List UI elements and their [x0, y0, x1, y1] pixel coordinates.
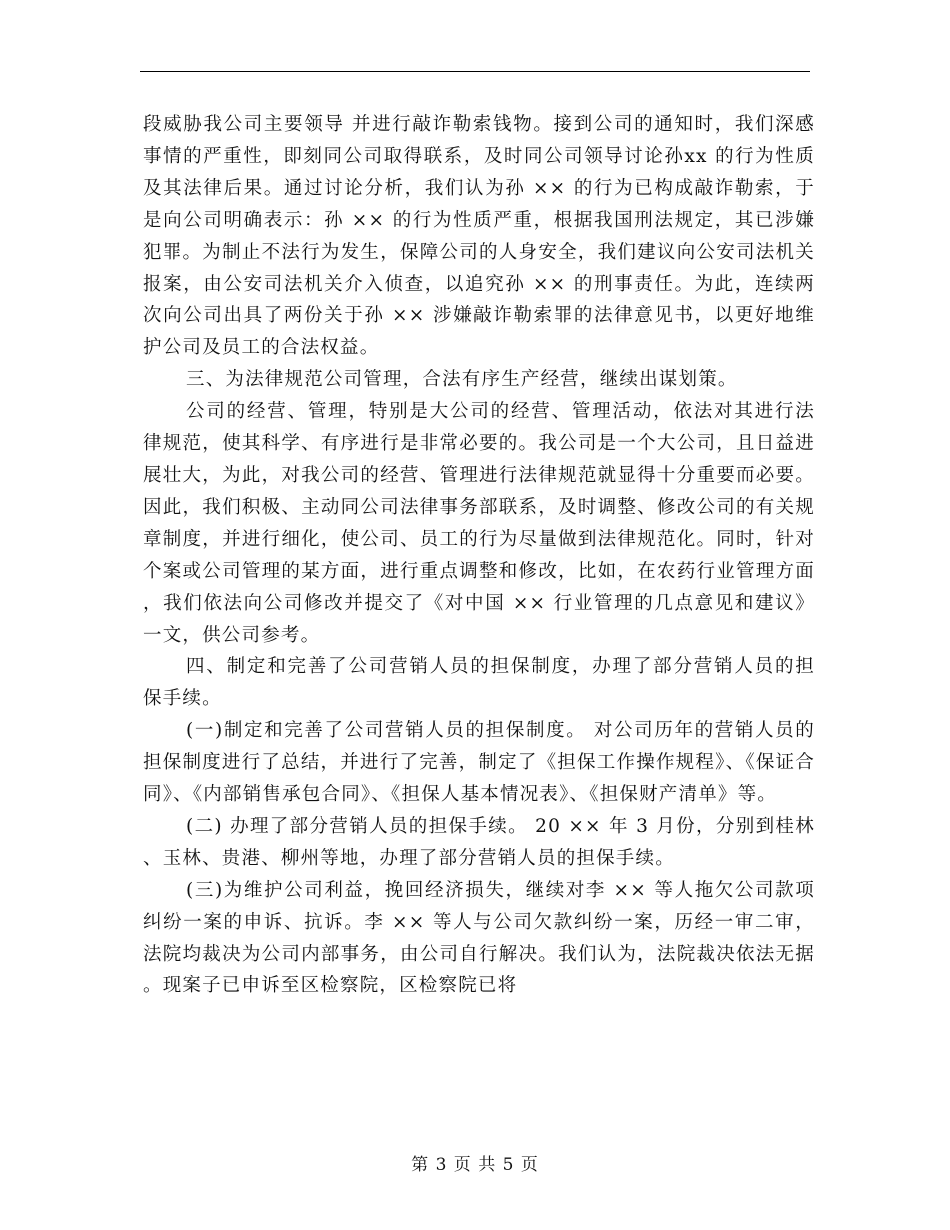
paragraph-5: (一)制定和完善了公司营销人员的担保制度。 对公司历年的营销人员的担保制度进行了总结，并进行了完善，制定了《担保工作操作规程》、《保证合同》、《内部销售承包合同》、《担保人基本情况表》、《担保财产清单》等。: [143, 720, 815, 806]
paragraph-1: 段威胁我公司主要领导 并进行敲诈勒索钱物。接到公司的通知时，我们深感事情的严重性，即刻同公司取得联系，及时同公司领导讨论孙xx 的行为性质及其法律后果。通过讨论分析，我们认为孙 ×× 的行为已构成敲诈勒索，于是向公司明确表示：孙 ×× 的行为性质严重，根据我国刑法规定，其已涉嫌犯罪。为制止不法行为发生，保障公司的人身安全，我们建议向公安司法机关报案，由公安司法机关介入侦查，以追究孙 ×× 的刑事责任。为此，连续两次向公司出具了两份关于孙 ×× 涉嫌敲诈勒索罪的法律意见书，以更好地维护公司及员工的合法权益。: [143, 114, 815, 359]
paragraph-3: 公司的经营、管理，特别是大公司的经营、管理活动，依法对其进行法律规范，使其科学、有序进行是非常必要的。我公司是一个大公司，且日益进展壮大，为此，对我公司的经营、管理进行法律规范就显得十分重要而必要。因此，我们积极、主动同公司法律事务部联系，及时调整、修改公司的有关规章制度，并进行细化，使公司、员工的行为尽量做到法律规范化。同时，针对个案或公司管理的某方面，进行重点调整和修改，比如，在农药行业管理方面，我们依法向公司修改并提交了《对中国 ×× 行业管理的几点意见和建议》一文，供公司参考。: [143, 401, 815, 646]
header-rule: [140, 71, 810, 72]
paragraph-7: (三)为维护公司利益，挽回经济损失，继续对李 ×× 等人拖欠公司款项纠纷一案的申诉、抗诉。李 ×× 等人与公司欠款纠纷一案，历经一审二审，法院均裁决为公司内部事务，由公司自行解决。我们认为，法院裁决依法无据。现案子已申诉至区检察院，区检察院已将: [143, 879, 815, 997]
paragraph-6: (二) 办理了部分营销人员的担保手续。 20 ×× 年 3 月份，分别到桂林、玉林、贵港、柳州等地，办理了部分营销人员的担保手续。: [143, 815, 815, 869]
paragraph-4-section-heading: 四、制定和完善了公司营销人员的担保制度，办理了部分营销人员的担保手续。: [143, 656, 815, 710]
paragraph-2-section-heading: 三、为法律规范公司管理，合法有序生产经营，继续出谋划策。: [186, 369, 738, 391]
document-body: [143, 109, 815, 1002]
page-number-footer: 第 3 页 共 5 页: [411, 1155, 539, 1175]
